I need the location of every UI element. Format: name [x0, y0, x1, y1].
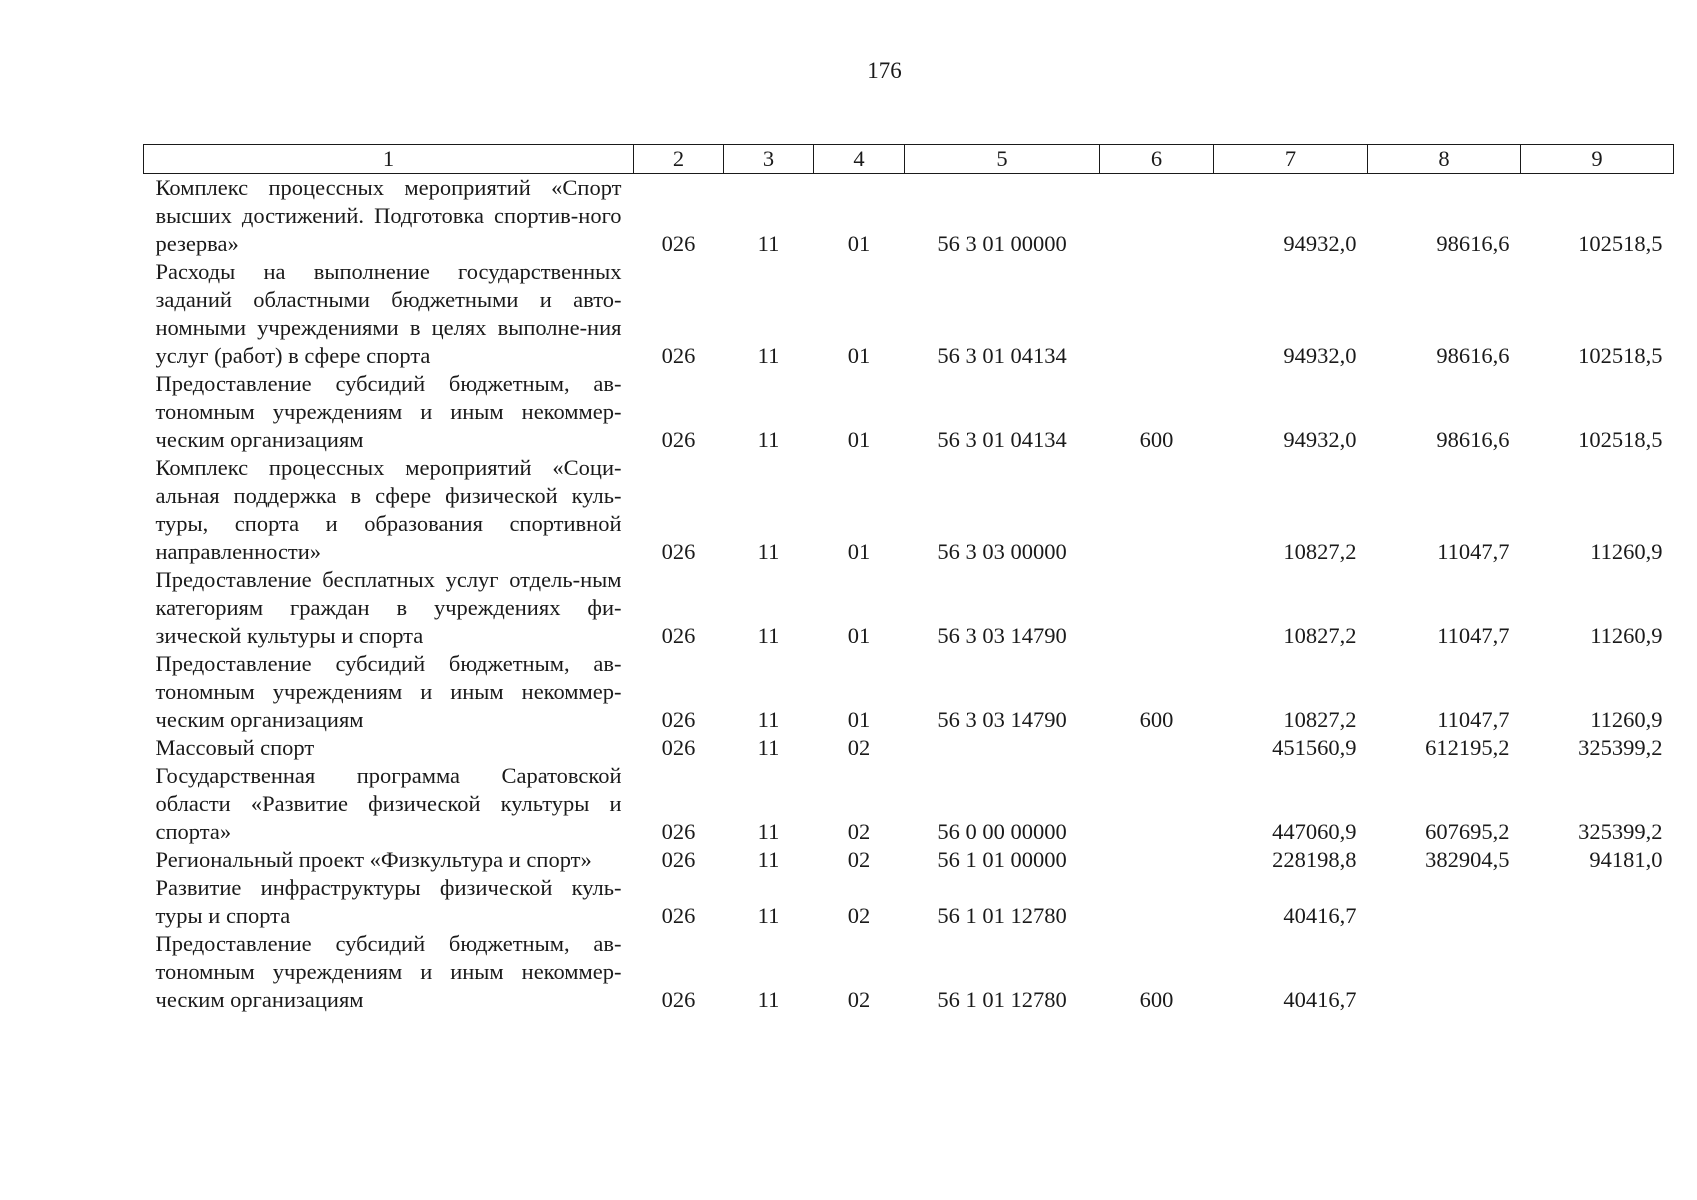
row-name: Комплекс процессных мероприятий «Спорт высших достижений. Подготовка спортив-ного резерва»: [155, 175, 622, 256]
subsection-code: 02: [847, 903, 871, 928]
row-name: Предоставление субсидий бюджетным, ав-тономным учреждениям и иным некоммер-ческим организациям: [155, 371, 622, 452]
amount-col-9: [1521, 874, 1674, 930]
subsection-code: 01: [847, 343, 871, 368]
target-code: 56 3 01 04134: [937, 427, 1067, 452]
table-row: [144, 258, 1674, 370]
expense-type-code: [1100, 258, 1214, 370]
amount-col-9: 94181,0: [1589, 847, 1663, 872]
row-name: Комплекс процессных мероприятий «Соци-альная поддержка в сфере физической куль-туры, спорта и образования спортивной направленности»: [155, 455, 622, 564]
subsection-code: 02: [847, 987, 871, 1012]
row-name: Региональный проект «Физкультура и спорт»: [155, 847, 592, 872]
expense-type-code: [1100, 874, 1214, 930]
subsection-code: 01: [847, 231, 871, 256]
column-number-1: 1: [144, 145, 634, 174]
target-code: [905, 734, 1100, 762]
expense-type-code: [1100, 454, 1214, 566]
expense-type-code: 600: [1139, 987, 1174, 1012]
expense-type-code: [1100, 734, 1214, 762]
section-code: 11: [757, 847, 780, 872]
section-code: 11: [757, 343, 780, 368]
table-row: [144, 650, 1674, 734]
amount-col-7: 447060,9: [1272, 819, 1357, 844]
amount-col-7: 40416,7: [1283, 903, 1357, 928]
amount-col-9: 325399,2: [1578, 819, 1663, 844]
amount-col-9: 11260,9: [1590, 623, 1663, 648]
amount-col-8: 98616,6: [1436, 231, 1510, 256]
budget-table: [143, 144, 1674, 1014]
amount-col-9: 325399,2: [1578, 735, 1663, 760]
amount-col-8: 98616,6: [1436, 343, 1510, 368]
section-code: 11: [757, 231, 780, 256]
amount-col-9: 102518,5: [1578, 343, 1663, 368]
column-number-3: 3: [724, 145, 814, 174]
target-code: 56 3 01 00000: [937, 231, 1067, 256]
target-code: 56 1 01 00000: [937, 847, 1067, 872]
budget-table-body: [144, 174, 1674, 1015]
target-code: 56 3 03 14790: [937, 707, 1067, 732]
section-code: 11: [757, 735, 780, 760]
column-number-8: 8: [1368, 145, 1521, 174]
column-number-5: 5: [905, 145, 1100, 174]
amount-col-7: 10827,2: [1283, 623, 1357, 648]
expense-type-code: 600: [1139, 707, 1174, 732]
amount-col-8: [1368, 930, 1521, 1014]
table-row: [144, 174, 1674, 259]
amount-col-8: 11047,7: [1437, 539, 1510, 564]
ministry-code: 026: [661, 623, 696, 648]
target-code: 56 1 01 12780: [937, 987, 1067, 1012]
column-number-9: 9: [1521, 145, 1674, 174]
ministry-code: 026: [661, 343, 696, 368]
section-code: 11: [757, 707, 780, 732]
ministry-code: 026: [661, 819, 696, 844]
subsection-code: 01: [847, 623, 871, 648]
amount-col-8: 98616,6: [1436, 427, 1510, 452]
amount-col-8: 11047,7: [1437, 623, 1510, 648]
section-code: 11: [757, 623, 780, 648]
amount-col-7: 94932,0: [1283, 231, 1357, 256]
ministry-code: 026: [661, 539, 696, 564]
amount-col-7: 94932,0: [1283, 343, 1357, 368]
row-name: Предоставление субсидий бюджетным, ав-тономным учреждениям и иным некоммер-ческим организациям: [155, 931, 622, 1012]
amount-col-7: 10827,2: [1283, 539, 1357, 564]
table-row: [144, 762, 1674, 846]
ministry-code: 026: [661, 903, 696, 928]
column-number-7: 7: [1214, 145, 1368, 174]
ministry-code: 026: [661, 231, 696, 256]
subsection-code: 02: [847, 847, 871, 872]
expense-type-code: [1100, 846, 1214, 874]
subsection-code: 01: [847, 707, 871, 732]
table-row: [144, 874, 1674, 930]
column-number-2: 2: [634, 145, 724, 174]
column-number-header-row: [144, 145, 1674, 174]
ministry-code: 026: [661, 987, 696, 1012]
column-number-4: 4: [814, 145, 905, 174]
amount-col-8: 11047,7: [1437, 707, 1510, 732]
row-name: Массовый спорт: [155, 735, 315, 760]
ministry-code: 026: [661, 707, 696, 732]
table-row: [144, 454, 1674, 566]
section-code: 11: [757, 903, 780, 928]
amount-col-8: 382904,5: [1425, 847, 1510, 872]
row-name: Развитие инфраструктуры физической куль-туры и спорта: [155, 875, 622, 928]
expense-type-code: [1100, 566, 1214, 650]
target-code: 56 3 03 14790: [937, 623, 1067, 648]
page-number: 176: [867, 58, 902, 83]
ministry-code: 026: [661, 847, 696, 872]
amount-col-7: 10827,2: [1283, 707, 1357, 732]
expense-type-code: [1100, 174, 1214, 259]
amount-col-7: 228198,8: [1272, 847, 1357, 872]
table-row: [144, 566, 1674, 650]
target-code: 56 0 00 00000: [937, 819, 1067, 844]
subsection-code: 02: [847, 735, 871, 760]
amount-col-7: 94932,0: [1283, 427, 1357, 452]
amount-col-7: 451560,9: [1272, 735, 1357, 760]
amount-col-8: 607695,2: [1425, 819, 1510, 844]
amount-col-9: 11260,9: [1590, 707, 1663, 732]
amount-col-9: 11260,9: [1590, 539, 1663, 564]
target-code: 56 3 03 00000: [937, 539, 1067, 564]
amount-col-8: [1368, 874, 1521, 930]
amount-col-7: 40416,7: [1283, 987, 1357, 1012]
ministry-code: 026: [661, 735, 696, 760]
column-number-6: 6: [1100, 145, 1214, 174]
row-name: Государственная программа Саратовской области «Развитие физической культуры и спорта»: [155, 763, 622, 844]
amount-col-9: [1521, 930, 1674, 1014]
amount-col-8: 612195,2: [1425, 735, 1510, 760]
row-name: Расходы на выполнение государственных заданий областными бюджетными и авто-номными учреждениями в целях выполне-ния услуг (работ) в сфере спорта: [155, 259, 622, 368]
section-code: 11: [757, 819, 780, 844]
expense-type-code: [1100, 762, 1214, 846]
target-code: 56 3 01 04134: [937, 343, 1067, 368]
section-code: 11: [757, 539, 780, 564]
table-row: [144, 846, 1674, 874]
subsection-code: 02: [847, 819, 871, 844]
table-row: [144, 370, 1674, 454]
subsection-code: 01: [847, 539, 871, 564]
subsection-code: 01: [847, 427, 871, 452]
target-code: 56 1 01 12780: [937, 903, 1067, 928]
table-row: [144, 734, 1674, 762]
expense-type-code: 600: [1139, 427, 1174, 452]
amount-col-9: 102518,5: [1578, 231, 1663, 256]
row-name: Предоставление бесплатных услуг отдель-ным категориям граждан в учреждениях фи-зической культуры и спорта: [155, 567, 622, 648]
table-row: [144, 930, 1674, 1014]
section-code: 11: [757, 427, 780, 452]
section-code: 11: [757, 987, 780, 1012]
amount-col-9: 102518,5: [1578, 427, 1663, 452]
row-name: Предоставление субсидий бюджетным, ав-тономным учреждениям и иным некоммер-ческим организациям: [155, 651, 622, 732]
ministry-code: 026: [661, 427, 696, 452]
